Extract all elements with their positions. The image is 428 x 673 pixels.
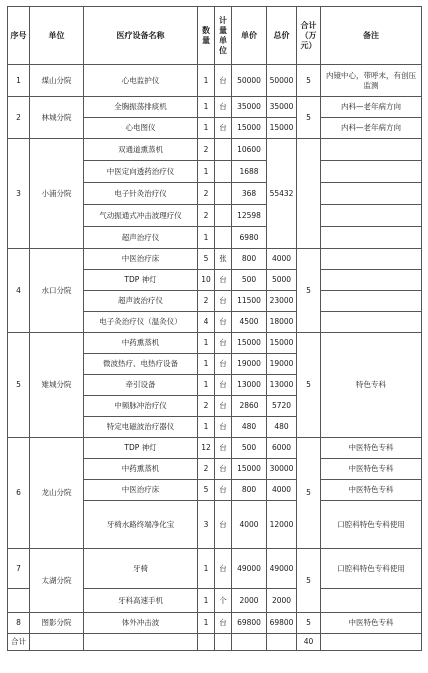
qty-cell: 2 [198, 183, 215, 205]
qty-cell: 2 [198, 459, 215, 480]
empty-cell [267, 634, 297, 651]
remark-cell: 中医特色专科 [321, 438, 422, 459]
device-cell: 牵引设备 [84, 375, 198, 396]
seq-cell: 4 [8, 249, 30, 333]
remark-cell [321, 161, 422, 183]
total-cell: 6000 [267, 438, 297, 459]
measure-cell [215, 139, 232, 161]
total-cell: 5000 [267, 270, 297, 291]
device-cell: 心电图仪 [84, 118, 198, 139]
price-cell: 11500 [232, 291, 267, 312]
remark-cell: 特色专科 [321, 333, 422, 438]
unit-cell: 煤山分院 [30, 65, 84, 97]
qty-cell: 3 [198, 501, 215, 549]
measure-cell: 台 [215, 501, 232, 549]
remark-cell [321, 312, 422, 333]
price-cell: 50000 [232, 65, 267, 97]
sum-cell: 5 [297, 333, 321, 438]
device-cell: 中药熏蒸机 [84, 333, 198, 354]
device-cell: 电子灸治疗仪（温灸仪） [84, 312, 198, 333]
header-row [8, 7, 422, 65]
empty-cell [198, 634, 215, 651]
sum-cell: 5 [297, 97, 321, 139]
measure-cell [215, 183, 232, 205]
seq-cell: 3 [8, 139, 30, 249]
measure-cell: 台 [215, 354, 232, 375]
unit-cell: 林城分院 [30, 97, 84, 139]
remark-cell: 中医特色专科 [321, 459, 422, 480]
price-cell: 12598 [232, 205, 267, 227]
qty-cell: 1 [198, 333, 215, 354]
seq-cell: 1 [8, 65, 30, 97]
header-device: 医疗设备名称 [84, 7, 198, 65]
remark-cell [321, 227, 422, 249]
qty-cell: 4 [198, 312, 215, 333]
price-cell: 19000 [232, 354, 267, 375]
device-cell: 超声波治疗仪 [84, 291, 198, 312]
measure-cell: 台 [215, 613, 232, 634]
measure-cell: 台 [215, 396, 232, 417]
header-sum: 合计（万元） [297, 7, 321, 65]
remark-cell: 中医特色专科 [321, 613, 422, 634]
total-cell: 50000 [267, 65, 297, 97]
total-cell: 35000 [267, 97, 297, 118]
total-cell: 49000 [267, 549, 297, 589]
remark-cell: 口腔科特色专科使用 [321, 549, 422, 589]
device-cell: 中频脉冲治疗仪 [84, 396, 198, 417]
measure-cell: 台 [215, 118, 232, 139]
price-cell: 500 [232, 438, 267, 459]
header-unit: 单位 [30, 7, 84, 65]
unit-cell: 雉城分院 [30, 333, 84, 438]
total-row [8, 634, 422, 651]
total-cell: 13000 [267, 375, 297, 396]
table-row [8, 613, 422, 634]
total-cell: 4000 [267, 249, 297, 270]
total-cell: 19000 [267, 354, 297, 375]
total-label: 合计 [8, 634, 30, 651]
measure-cell: 个 [215, 589, 232, 613]
total-cell: 18000 [267, 312, 297, 333]
seq-cell: 8 [8, 613, 30, 634]
measure-cell: 台 [215, 459, 232, 480]
qty-cell: 2 [198, 396, 215, 417]
equipment-table [7, 6, 422, 651]
measure-cell: 台 [215, 65, 232, 97]
measure-cell [215, 205, 232, 227]
empty-cell [30, 634, 84, 651]
header-price: 单价 [232, 7, 267, 65]
measure-cell: 台 [215, 480, 232, 501]
header-measure: 计量单位 [215, 7, 232, 65]
device-cell: 牙科高速手机 [84, 589, 198, 613]
price-cell: 800 [232, 249, 267, 270]
remark-cell: 内科—老年病方向 [321, 118, 422, 139]
remark-cell: 内科—老年病方向 [321, 97, 422, 118]
sum-cell: 5 [297, 65, 321, 97]
qty-cell: 1 [198, 375, 215, 396]
price-cell: 13000 [232, 375, 267, 396]
price-cell: 480 [232, 417, 267, 438]
device-cell: 电子针灸治疗仪 [84, 183, 198, 205]
total-cell: 55432 [267, 139, 297, 249]
table-row [8, 97, 422, 118]
remark-cell [321, 183, 422, 205]
seq-cell: 6 [8, 438, 30, 549]
measure-cell: 台 [215, 270, 232, 291]
device-cell: 特定电磁波治疗器仪 [84, 417, 198, 438]
price-cell: 15000 [232, 459, 267, 480]
qty-cell: 5 [198, 249, 215, 270]
sum-cell [297, 139, 321, 249]
measure-cell: 台 [215, 375, 232, 396]
price-cell: 49000 [232, 549, 267, 589]
remark-cell [321, 205, 422, 227]
measure-cell: 台 [215, 291, 232, 312]
empty-cell [215, 634, 232, 651]
remark-cell [321, 589, 422, 613]
measure-cell: 台 [215, 333, 232, 354]
remark-cell: 内镜中心，带呼末，有创压监测 [321, 65, 422, 97]
total-cell: 30000 [267, 459, 297, 480]
price-cell: 35000 [232, 97, 267, 118]
total-cell: 5720 [267, 396, 297, 417]
qty-cell: 2 [198, 205, 215, 227]
qty-cell: 1 [198, 613, 215, 634]
price-cell: 15000 [232, 333, 267, 354]
device-cell: 微波热疗、电热疗设备 [84, 354, 198, 375]
price-cell: 500 [232, 270, 267, 291]
device-cell: 中药熏蒸机 [84, 459, 198, 480]
table-row [8, 249, 422, 270]
device-cell: TDP 神灯 [84, 438, 198, 459]
total-cell: 480 [267, 417, 297, 438]
qty-cell: 2 [198, 291, 215, 312]
seq-cell: 5 [8, 333, 30, 438]
total-cell: 69800 [267, 613, 297, 634]
empty-cell [232, 634, 267, 651]
price-cell: 2000 [232, 589, 267, 613]
table-row [8, 139, 422, 161]
qty-cell: 12 [198, 438, 215, 459]
price-cell: 4500 [232, 312, 267, 333]
qty-cell: 1 [198, 227, 215, 249]
price-cell: 6980 [232, 227, 267, 249]
remark-cell [321, 270, 422, 291]
measure-cell: 张 [215, 249, 232, 270]
sum-cell: 5 [297, 438, 321, 549]
header-total: 总价 [267, 7, 297, 65]
sum-cell: 5 [297, 613, 321, 634]
device-cell: 牙椅水路终端净化宝 [84, 501, 198, 549]
unit-cell: 太湖分院 [30, 549, 84, 613]
unit-cell: 水口分院 [30, 249, 84, 333]
measure-cell: 台 [215, 312, 232, 333]
device-cell: 气动振通式冲击波理疗仪 [84, 205, 198, 227]
remark-cell: 中医特色专科 [321, 480, 422, 501]
remark-cell [321, 249, 422, 270]
device-cell: 中医治疗床 [84, 249, 198, 270]
table-row [8, 549, 422, 589]
price-cell: 800 [232, 480, 267, 501]
qty-cell: 5 [198, 480, 215, 501]
total-cell: 4000 [267, 480, 297, 501]
total-sum-cell: 40 [297, 634, 321, 651]
seq-cell: 2 [8, 97, 30, 139]
qty-cell: 2 [198, 139, 215, 161]
price-cell: 1688 [232, 161, 267, 183]
unit-cell: 龙山分院 [30, 438, 84, 549]
device-cell: 心电监护仪 [84, 65, 198, 97]
seq-cell: 7 [8, 549, 30, 589]
price-cell: 2860 [232, 396, 267, 417]
device-cell: TDP 神灯 [84, 270, 198, 291]
qty-cell: 1 [198, 161, 215, 183]
device-cell: 牙椅 [84, 549, 198, 589]
qty-cell: 1 [198, 354, 215, 375]
qty-cell: 1 [198, 65, 215, 97]
measure-cell: 台 [215, 438, 232, 459]
measure-cell: 台 [215, 549, 232, 589]
qty-cell: 1 [198, 97, 215, 118]
device-cell: 体外冲击波 [84, 613, 198, 634]
table-row [8, 65, 422, 97]
measure-cell [215, 227, 232, 249]
device-cell: 双通道熏蒸机 [84, 139, 198, 161]
price-cell: 10600 [232, 139, 267, 161]
sum-cell: 5 [297, 549, 321, 613]
qty-cell: 10 [198, 270, 215, 291]
price-cell: 15000 [232, 118, 267, 139]
qty-cell: 1 [198, 118, 215, 139]
remark-cell: 口腔科特色专科使用 [321, 501, 422, 549]
header-remark: 备注 [321, 7, 422, 65]
remark-cell [321, 291, 422, 312]
empty-cell [321, 634, 422, 651]
seq-cell-empty [8, 589, 30, 613]
empty-cell [84, 634, 198, 651]
qty-cell: 1 [198, 417, 215, 438]
device-cell: 中医治疗床 [84, 480, 198, 501]
unit-cell: 图影分院 [30, 613, 84, 634]
measure-cell: 台 [215, 417, 232, 438]
table-row [8, 333, 422, 354]
unit-cell: 小浦分院 [30, 139, 84, 249]
qty-cell: 1 [198, 549, 215, 589]
device-cell: 超声治疗仪 [84, 227, 198, 249]
total-cell: 23000 [267, 291, 297, 312]
total-cell: 12000 [267, 501, 297, 549]
measure-cell [215, 161, 232, 183]
header-qty: 数量 [198, 7, 215, 65]
qty-cell: 1 [198, 589, 215, 613]
total-cell: 15000 [267, 333, 297, 354]
remark-cell [321, 139, 422, 161]
table-row [8, 438, 422, 459]
total-cell: 2000 [267, 589, 297, 613]
price-cell: 368 [232, 183, 267, 205]
device-cell: 中医定向透药治疗仪 [84, 161, 198, 183]
total-cell: 15000 [267, 118, 297, 139]
device-cell: 全胸振荡排痰机 [84, 97, 198, 118]
measure-cell: 台 [215, 97, 232, 118]
price-cell: 4000 [232, 501, 267, 549]
header-seq: 序号 [8, 7, 30, 65]
price-cell: 69800 [232, 613, 267, 634]
sum-cell: 5 [297, 249, 321, 333]
